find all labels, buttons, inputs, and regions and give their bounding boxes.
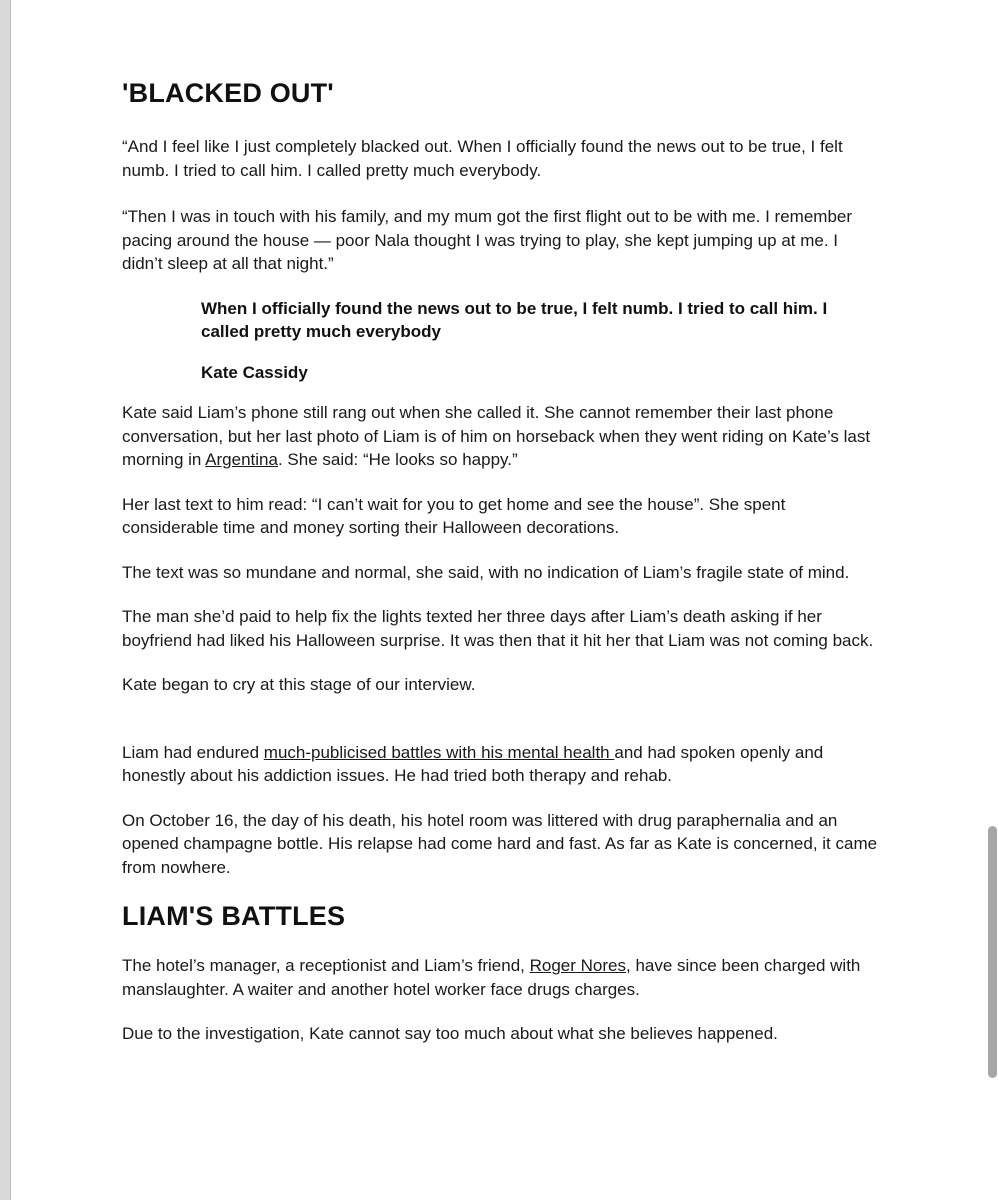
- pull-quote-attribution: Kate Cassidy: [201, 362, 308, 382]
- paragraph: The man she’d paid to help fix the lights texted her three days after Liam’s death asking if her boyfriend had liked his Halloween surprise. It was then that it hit her that Liam was not coming back.: [122, 607, 874, 650]
- link-roger-nores[interactable]: Roger Nores: [529, 956, 626, 975]
- paragraph: Due to the investigation, Kate cannot say too much about what she believes happened.: [122, 1024, 778, 1043]
- page-left-edge: [0, 0, 10, 1200]
- paragraph: On October 16, the day of his death, his hotel room was littered with drug paraphernalia and an opened champagne bottle. His relapse had come hard and fast. As far as Kate is concerned, it came from nowhere.: [122, 810, 878, 877]
- scrollbar-thumb[interactable]: [988, 826, 997, 1078]
- paragraph: The hotel’s manager, a receptionist and Liam’s friend, Roger Nores, have since been charged with manslaughter. A waiter and another hotel worker face drugs charges.: [122, 956, 861, 999]
- paragraph: Kate said Liam’s phone still rang out when she called it. She cannot remember their last phone conversation, but her last photo of Liam is of him on horseback when they went riding on Kate’s last morning in Argentina. She said: “He looks so happy.”: [122, 403, 871, 469]
- section-heading-blacked-out: 'BLACKED OUT': [122, 78, 334, 108]
- page-left-edge-line: [10, 0, 11, 1200]
- pull-quote: [201, 297, 861, 385]
- paragraph: Liam had endured much-publicised battles with his mental health and had spoken openly and honestly about his addiction issues. He had tried both therapy and rehab.: [122, 742, 824, 785]
- paragraph: Her last text to him read: “I can’t wait for you to get home and see the house”. She spent considerable time and money sorting their Halloween decorations.: [122, 494, 786, 537]
- article-body: [122, 78, 882, 1046]
- paragraph: Kate began to cry at this stage of our interview.: [122, 675, 476, 694]
- scrollbar-track[interactable]: [985, 0, 999, 1200]
- section-heading-liams-battles: LIAM'S BATTLES: [122, 901, 346, 931]
- paragraph: “And I feel like I just completely blacked out. When I officially found the news out to be true, I felt numb. I tried to call him. I called pretty much everybody.: [122, 137, 843, 180]
- link-argentina[interactable]: Argentina: [205, 450, 278, 469]
- paragraph: “Then I was in touch with his family, and my mum got the first flight out to be with me. I remember pacing around the house — poor Nala thought I was trying to play, she kept jumping up at me. I didn’t sleep at all that night.”: [122, 207, 853, 273]
- link-mental-health[interactable]: much-publicised battles with his mental health: [263, 742, 615, 762]
- paragraph: The text was so mundane and normal, she said, with no indication of Liam’s fragile state of mind.: [122, 562, 850, 582]
- pull-quote-text: When I officially found the news out to be true, I felt numb. I tried to call him. I called pretty much everybody: [201, 298, 828, 341]
